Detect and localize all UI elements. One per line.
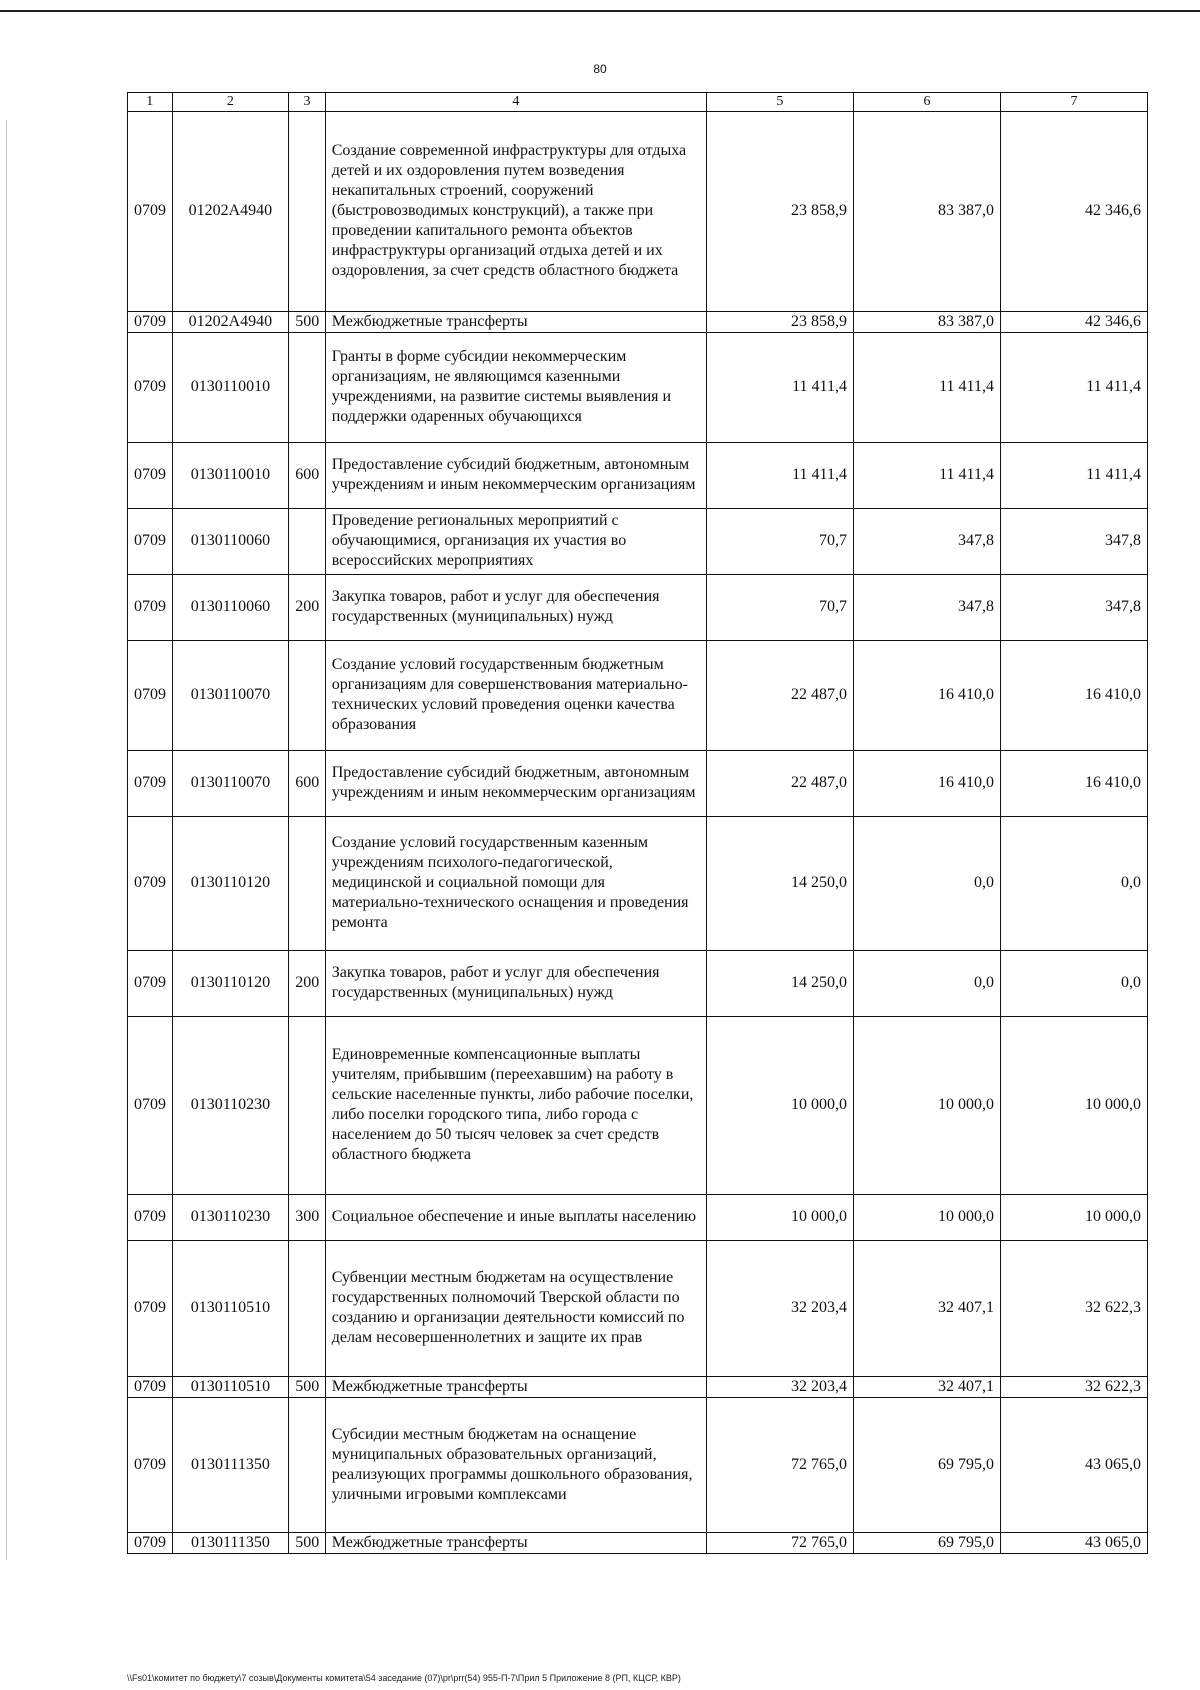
amount-col-6: 32 407,1 (853, 1240, 1000, 1376)
section-code: 0709 (128, 111, 173, 311)
table-row (128, 1240, 1148, 1376)
target-article-code: 0130110070 (172, 750, 289, 816)
item-description: Создание условий государственным казенным учреждениям психолого-педагогической, медицинской и социальной помощи для материально-технического оснащения и проведения ремонта (325, 816, 706, 950)
table-row (128, 508, 1148, 574)
amount-col-5: 14 250,0 (706, 816, 853, 950)
table-row (128, 574, 1148, 640)
table-row (128, 1397, 1148, 1532)
amount-col-6: 347,8 (853, 574, 1000, 640)
amount-col-6: 32 407,1 (853, 1376, 1000, 1397)
table-row (128, 750, 1148, 816)
amount-col-5: 14 250,0 (706, 950, 853, 1016)
page-number: 80 (593, 62, 607, 76)
section-code: 0709 (128, 1532, 173, 1553)
header-cell: 3 (289, 93, 326, 112)
section-code: 0709 (128, 1397, 173, 1532)
target-article-code: 0130110230 (172, 1016, 289, 1194)
item-description: Гранты в форме субсидии некоммерческим организациям, не являющимся казенными учреждениями, на развитие системы выявления и поддержки одаренных обучающихся (325, 332, 706, 442)
section-code: 0709 (128, 1240, 173, 1376)
section-code: 0709 (128, 816, 173, 950)
header-cell: 5 (706, 93, 853, 112)
amount-col-5: 23 858,9 (706, 111, 853, 311)
target-article-code: 0130110510 (172, 1376, 289, 1397)
section-code: 0709 (128, 574, 173, 640)
amount-col-5: 72 765,0 (706, 1532, 853, 1553)
amount-col-7: 42 346,6 (1000, 111, 1147, 311)
amount-col-6: 83 387,0 (853, 311, 1000, 332)
expense-type-code (289, 508, 326, 574)
footer-file-path: \\Fs01\комитет по бюджету\7 созыв\Документы комитета\54 заседание (07)\pr\prr(54) 955-П-7\Прил 5 Приложение 8 (РП, КЦСР, КВР) (127, 1673, 681, 1683)
target-article-code: 0130111350 (172, 1532, 289, 1553)
expense-type-code: 500 (289, 1376, 326, 1397)
amount-col-6: 11 411,4 (853, 442, 1000, 508)
item-description: Субвенции местным бюджетам на осуществление государственных полномочий Тверской области по созданию и организации деятельности комиссий по делам несовершеннолетних и защите их прав (325, 1240, 706, 1376)
header-cell: 1 (128, 93, 173, 112)
amount-col-7: 10 000,0 (1000, 1016, 1147, 1194)
budget-table (127, 92, 1148, 1554)
section-code: 0709 (128, 640, 173, 750)
section-code: 0709 (128, 442, 173, 508)
section-code: 0709 (128, 311, 173, 332)
amount-col-5: 70,7 (706, 508, 853, 574)
expense-type-code: 500 (289, 311, 326, 332)
expense-type-code (289, 111, 326, 311)
item-description: Закупка товаров, работ и услуг для обеспечения государственных (муниципальных) нужд (325, 950, 706, 1016)
amount-col-5: 70,7 (706, 574, 853, 640)
expense-type-code (289, 1240, 326, 1376)
amount-col-5: 23 858,9 (706, 311, 853, 332)
amount-col-7: 32 622,3 (1000, 1376, 1147, 1397)
target-article-code: 0130110060 (172, 574, 289, 640)
target-article-code: 0130110060 (172, 508, 289, 574)
header-cell: 2 (172, 93, 289, 112)
header-cell: 4 (325, 93, 706, 112)
section-code: 0709 (128, 508, 173, 574)
amount-col-7: 42 346,6 (1000, 311, 1147, 332)
amount-col-6: 0,0 (853, 950, 1000, 1016)
target-article-code: 0130110120 (172, 950, 289, 1016)
target-article-code: 0130110230 (172, 1194, 289, 1240)
expense-type-code: 500 (289, 1532, 326, 1553)
expense-type-code (289, 816, 326, 950)
item-description: Предоставление субсидий бюджетным, автономным учреждениям и иным некоммерческим организациям (325, 442, 706, 508)
amount-col-6: 11 411,4 (853, 332, 1000, 442)
amount-col-7: 0,0 (1000, 950, 1147, 1016)
scan-edge-line (6, 120, 7, 1560)
amount-col-7: 10 000,0 (1000, 1194, 1147, 1240)
target-article-code: 0130110070 (172, 640, 289, 750)
table-row (128, 950, 1148, 1016)
amount-col-6: 10 000,0 (853, 1194, 1000, 1240)
item-description: Единовременные компенсационные выплаты учителям, прибывшим (переехавшим) на работу в сельские населенные пункты, либо рабочие поселки, либо поселки городского типа, либо города с населением до 50 тысяч человек за счет средств областного бюджета (325, 1016, 706, 1194)
amount-col-7: 11 411,4 (1000, 442, 1147, 508)
item-description: Создание условий государственным бюджетным организациям для совершенствования материально-технических условий проведения оценки качества образования (325, 640, 706, 750)
table-row (128, 640, 1148, 750)
expense-type-code: 600 (289, 442, 326, 508)
expense-type-code (289, 1016, 326, 1194)
target-article-code: 01202A4940 (172, 311, 289, 332)
item-description: Социальное обеспечение и иные выплаты населению (325, 1194, 706, 1240)
amount-col-5: 32 203,4 (706, 1376, 853, 1397)
section-code: 0709 (128, 750, 173, 816)
expense-type-code: 200 (289, 574, 326, 640)
header-row (128, 93, 1148, 112)
target-article-code: 0130110010 (172, 332, 289, 442)
table-row (128, 1532, 1148, 1553)
amount-col-6: 83 387,0 (853, 111, 1000, 311)
amount-col-7: 0,0 (1000, 816, 1147, 950)
amount-col-5: 32 203,4 (706, 1240, 853, 1376)
table-row (128, 332, 1148, 442)
amount-col-5: 22 487,0 (706, 640, 853, 750)
amount-col-6: 0,0 (853, 816, 1000, 950)
amount-col-7: 347,8 (1000, 574, 1147, 640)
header-cell: 6 (853, 93, 1000, 112)
section-code: 0709 (128, 1016, 173, 1194)
header-cell: 7 (1000, 93, 1147, 112)
item-description: Закупка товаров, работ и услуг для обеспечения государственных (муниципальных) нужд (325, 574, 706, 640)
amount-col-5: 10 000,0 (706, 1194, 853, 1240)
amount-col-5: 22 487,0 (706, 750, 853, 816)
item-description: Проведение региональных мероприятий с обучающимися, организация их участия во всероссийских мероприятиях (325, 508, 706, 574)
section-code: 0709 (128, 950, 173, 1016)
item-description: Создание современной инфраструктуры для отдыха детей и их оздоровления путем возведения некапитальных строений, сооружений (быстровозводимых конструкций), а также при проведении капитального ремонта объектов инфраструктуры организаций отдыха детей и их оздоровления, за счет средств областного бюджета (325, 111, 706, 311)
expense-type-code (289, 640, 326, 750)
amount-col-6: 347,8 (853, 508, 1000, 574)
amount-col-5: 72 765,0 (706, 1397, 853, 1532)
target-article-code: 0130110510 (172, 1240, 289, 1376)
amount-col-5: 10 000,0 (706, 1016, 853, 1194)
budget-table-container (127, 92, 1148, 1554)
target-article-code: 01202A4940 (172, 111, 289, 311)
amount-col-6: 16 410,0 (853, 750, 1000, 816)
expense-type-code: 300 (289, 1194, 326, 1240)
table-row (128, 111, 1148, 311)
expense-type-code: 600 (289, 750, 326, 816)
expense-type-code (289, 332, 326, 442)
amount-col-6: 69 795,0 (853, 1532, 1000, 1553)
target-article-code: 0130110120 (172, 816, 289, 950)
target-article-code: 0130111350 (172, 1397, 289, 1532)
section-code: 0709 (128, 1194, 173, 1240)
item-description: Субсидии местным бюджетам на оснащение муниципальных образовательных организаций, реализующих программы дошкольного образования, уличными игровыми комплексами (325, 1397, 706, 1532)
table-row (128, 1376, 1148, 1397)
amount-col-6: 16 410,0 (853, 640, 1000, 750)
amount-col-5: 11 411,4 (706, 332, 853, 442)
item-description: Предоставление субсидий бюджетным, автономным учреждениям и иным некоммерческим организациям (325, 750, 706, 816)
table-row (128, 1016, 1148, 1194)
item-description: Межбюджетные трансферты (325, 1376, 706, 1397)
table-row (128, 442, 1148, 508)
amount-col-7: 16 410,0 (1000, 750, 1147, 816)
amount-col-7: 11 411,4 (1000, 332, 1147, 442)
amount-col-7: 43 065,0 (1000, 1532, 1147, 1553)
target-article-code: 0130110010 (172, 442, 289, 508)
item-description: Межбюджетные трансферты (325, 311, 706, 332)
amount-col-7: 43 065,0 (1000, 1397, 1147, 1532)
amount-col-7: 32 622,3 (1000, 1240, 1147, 1376)
table-row (128, 816, 1148, 950)
amount-col-6: 69 795,0 (853, 1397, 1000, 1532)
amount-col-7: 347,8 (1000, 508, 1147, 574)
table-row (128, 1194, 1148, 1240)
expense-type-code: 200 (289, 950, 326, 1016)
amount-col-6: 10 000,0 (853, 1016, 1000, 1194)
top-border (0, 0, 1200, 12)
section-code: 0709 (128, 1376, 173, 1397)
expense-type-code (289, 1397, 326, 1532)
table-row (128, 311, 1148, 332)
amount-col-7: 16 410,0 (1000, 640, 1147, 750)
item-description: Межбюджетные трансферты (325, 1532, 706, 1553)
section-code: 0709 (128, 332, 173, 442)
amount-col-5: 11 411,4 (706, 442, 853, 508)
